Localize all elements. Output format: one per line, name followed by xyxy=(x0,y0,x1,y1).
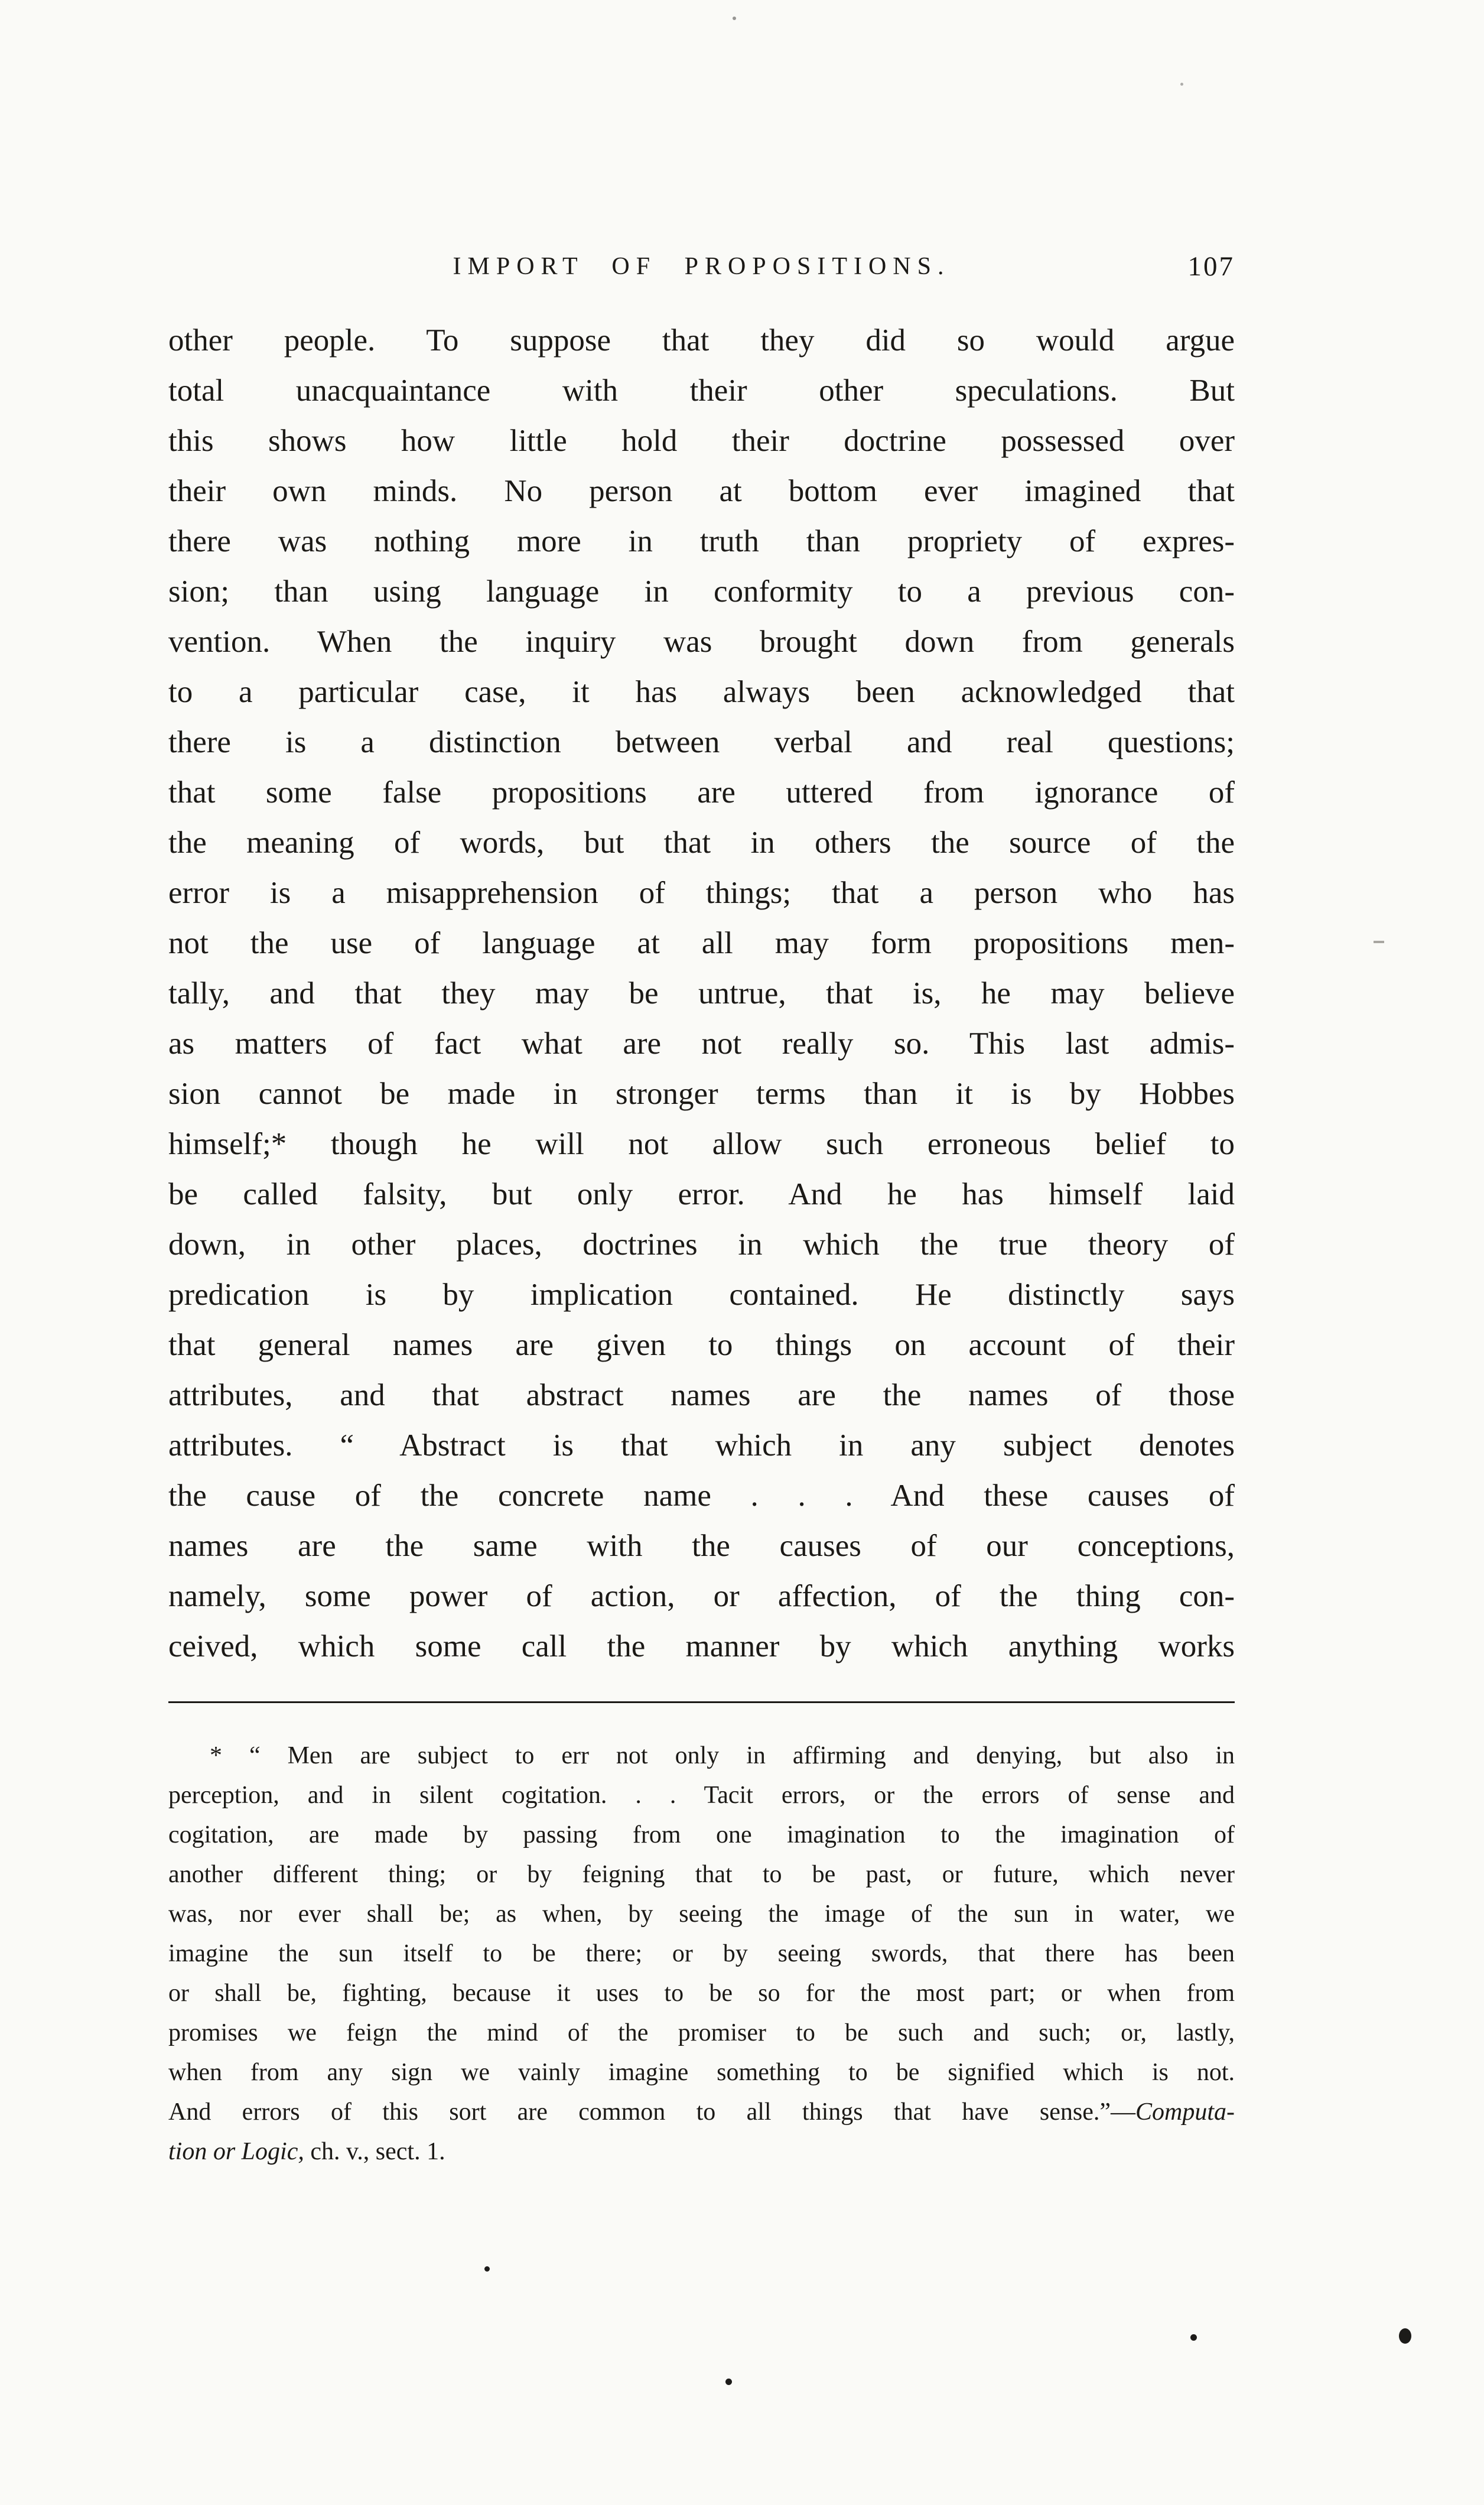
text-line: the meaning of words, but that in others the source of the xyxy=(168,826,1235,860)
footnote-line xyxy=(168,2093,1235,2132)
text-line: namely, some power of action, or affection, of the thing con- xyxy=(168,1579,1235,1613)
text-line: the cause of the concrete name . . . And these causes of xyxy=(168,1479,1235,1513)
footnote-text: And errors of this sort are common to all things that have sense.”— xyxy=(168,2098,1135,2126)
footnote-line: promises we feign the mind of the promiser to be such and such; or, lastly, xyxy=(168,2019,1235,2046)
body-text xyxy=(168,316,1235,1672)
text-line: there was nothing more in truth than propriety of expres- xyxy=(168,524,1235,558)
footnote-text: ch. v., sect. 1. xyxy=(304,2138,445,2165)
text-line: their own minds. No person at bottom ever imagined that xyxy=(168,474,1235,508)
text-line: sion; than using language in conformity to a previous con- xyxy=(168,574,1235,609)
text-line: ceived, which some call the manner by which anything works xyxy=(168,1629,1235,1663)
footnote-line: was, nor ever shall be; as when, by seeing the image of the sun in water, we xyxy=(168,1900,1235,1928)
text-line: error is a misapprehension of things; that a person who has xyxy=(168,876,1235,910)
ink-speck xyxy=(725,2379,732,2385)
text-line: that some false propositions are uttered from ignorance of xyxy=(168,775,1235,810)
footnote-line: another different thing; or by feigning that to be past, or future, which never xyxy=(168,1861,1235,1888)
footnote-work-title: Computa- xyxy=(1135,2098,1235,2126)
footnote-line xyxy=(168,2132,1235,2172)
text-line: there is a distinction between verbal and real questions; xyxy=(168,725,1235,759)
text-line: to a particular case, it has always been acknowledged that xyxy=(168,675,1235,709)
ink-speck xyxy=(1180,83,1183,86)
text-line: this shows how little hold their doctrine possessed over xyxy=(168,424,1235,458)
text-line: predication is by implication contained. He distinctly says xyxy=(168,1278,1235,1312)
ink-speck xyxy=(484,2266,490,2272)
text-line: be called falsity, but only error. And he has himself laid xyxy=(168,1177,1235,1211)
footnote-line: perception, and in silent cogitation. . . Tacit errors, or the errors of sense and xyxy=(168,1782,1235,1809)
text-line: himself;* though he will not allow such erroneous belief to xyxy=(168,1127,1235,1161)
footnote-line: when from any sign we vainly imagine something to be signified which is not. xyxy=(168,2059,1235,2086)
text-line: that general names are given to things on account of their xyxy=(168,1328,1235,1362)
text-line: total unacquaintance with their other speculations. But xyxy=(168,373,1235,408)
footnote-line: cogitation, are made by passing from one imagination to the imagination of xyxy=(168,1821,1235,1848)
text-line: tally, and that they may be untrue, that is, he may believe xyxy=(168,976,1235,1011)
footnote xyxy=(168,1736,1235,2172)
footnote-line: * “ Men are subject to err not only in affirming and denying, but also in xyxy=(210,1742,1235,1769)
ink-speck xyxy=(1190,2334,1197,2341)
ink-blob xyxy=(1399,2328,1411,2344)
page-header xyxy=(168,248,1235,285)
footnote-divider xyxy=(168,1701,1235,1703)
text-line: sion cannot be made in stronger terms than it is by Hobbes xyxy=(168,1077,1235,1111)
text-line: attributes. “ Abstract is that which in any subject denotes xyxy=(168,1428,1235,1463)
page-number: 107 xyxy=(1187,251,1235,282)
footnote-line: or shall be, fighting, because it uses to be so for the most part; or when from xyxy=(168,1980,1235,2007)
text-line: as matters of fact what are not really so. This last admis- xyxy=(168,1026,1235,1061)
text-line: names are the same with the causes of our conceptions, xyxy=(168,1529,1235,1563)
text-line: vention. When the inquiry was brought down from generals xyxy=(168,625,1235,659)
text-line: not the use of language at all may form propositions men- xyxy=(168,926,1235,960)
footnote-lines xyxy=(168,1736,1235,2093)
running-head: IMPORT OF PROPOSITIONS. xyxy=(453,253,951,280)
footnote-line: imagine the sun itself to be there; or by seeing swords, that there has been xyxy=(168,1940,1235,1967)
text-line: attributes, and that abstract names are the names of those xyxy=(168,1378,1235,1412)
footnote-work-title: tion or Logic, xyxy=(168,2138,304,2165)
text-line: down, in other places, doctrines in which the true theory of xyxy=(168,1227,1235,1262)
margin-dash xyxy=(1374,941,1384,943)
page-content xyxy=(168,248,1235,2172)
text-line: other people. To suppose that they did so would argue xyxy=(168,323,1235,358)
ink-speck xyxy=(733,17,736,20)
